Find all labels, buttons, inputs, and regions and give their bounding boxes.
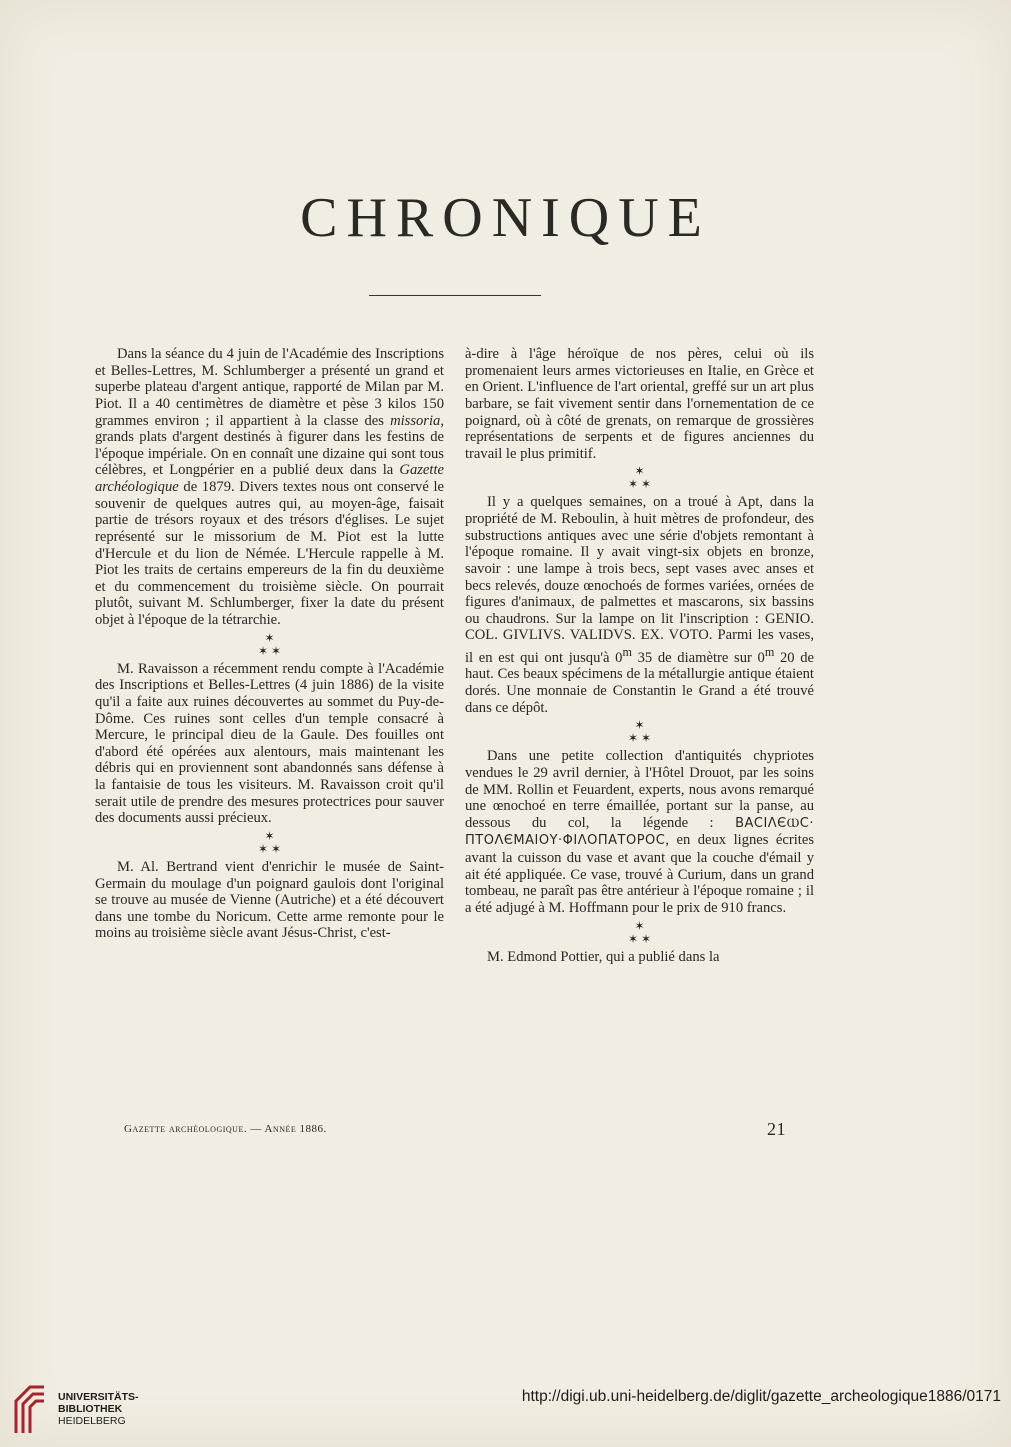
paragraph-bertrand: M. Al. Bertrand vient d'enrichir le musée de Saint-Germain du moulage d'un poignard gaulois dont l'original se trouve au musée de Vienne (Autriche) et a été découvert dans une tombe du Noricum. Cette arme remonte pour le moins au troisième siècle avant Jésus-Christ, c'est- <box>95 858 444 942</box>
page-number: 21 <box>767 1119 786 1139</box>
greek-inscription: ΒΑϹΙΛЄⲰϹ· ΠΤΟΛЄΜΑΙΟΥ·ΦΙΛΟΠΑΤΟΡΟϹ <box>465 815 814 849</box>
page-title: CHRONIQUE <box>300 187 711 249</box>
section-separator: ✶ ✶ ✶ <box>627 464 652 492</box>
gazette-reference: Gazette archéologique <box>95 462 444 495</box>
right-column <box>465 346 814 965</box>
paragraph-pottier: M. Edmond Pottier, qui a publié dans la <box>487 948 720 965</box>
section-separator: ✶ ✶ ✶ <box>257 828 282 856</box>
journal-running-title: Gazette archéologique. — Année 1886. <box>124 1123 327 1135</box>
missoria-term: missoria <box>390 412 441 429</box>
library-name: UNIVERSITÄTS- BIBLIOTHEK HEIDELBERG <box>58 1391 139 1427</box>
section-separator: ✶ ✶ ✶ <box>627 918 652 946</box>
paragraph-cyprus: Dans une petite collection d'antiquités chypriotes vendues le 29 avril dernier, à l'Hôtel Drouot, par les soins de MM. Rollin et Feuardent, experts, nous avons remarqué une œnochoé en terre émaillée, portant sur la panse, au dessous du col, la légende : ΒΑϹΙΛЄⲰϹ· ΠΤΟΛЄΜΑΙΟΥ·ΦΙΛΟΠΑΤΟΡΟϹ, en deux lignes écrites avant la cuisson du vase et avant que la couche d'émail y ait été appliquée. Ce vase, trouvé à Curium, dans un grand tombeau, ne paraît pas être antérieur à l'époque romaine ; il a été adjugé à M. Hoffmann pour le prix de 910 francs. <box>465 748 814 916</box>
source-url-link[interactable]: http://digi.ub.uni-heidelberg.de/diglit/gazette_archeologique1886/0171 <box>521 1388 1001 1405</box>
paragraph-bertrand-continued: à-dire à l'âge héroïque de nos pères, celui où ils promenaient leurs armes victorieuses en Italie, en Grèce et en Orient. L'influence de l'art oriental, greffé sur un art plus barbare, se fait vivement sentir dans l'ornementation de ce poignard, où à côté de grenats, on remarque de grossières représentations de serpents et de figures anciennes du travail le plus primitif. <box>465 346 814 462</box>
library-logo-icon <box>12 1383 48 1435</box>
paragraph-apt: Il y a quelques semaines, on a troué à Apt, dans la propriété de M. Reboulin, à huit mètres de profondeur, des substructions antiques avec une série d'objets remontant à l'époque romaine. Il y avait vingt-six objets en bronze, savoir : une lampe à trois becs, sept vases avec anses et becs relevés, douze œnochoés de formes variées, ornées de figures d'animaux, de palmettes et mascarons, six bassins ou chaudrons. Sur la lampe on lit l'inscription : GENIO. COL. GIVLIVS. VALIDVS. EX. VOTO. Parmi les vases, il en est qui ont jusqu'à 0$^m$ 35 de diamètre sur 0$^m$ 20 de haut. Ces beaux spécimens de la métallurgie antique étaient dorés. Une monnaie de Constantin le Grand a été trouvé dans ce dépôt. <box>465 494 815 716</box>
section-separator: ✶ ✶ ✶ <box>627 718 652 746</box>
left-column <box>95 346 444 942</box>
title-divider <box>369 295 541 296</box>
section-separator: ✶ ✶ ✶ <box>257 630 282 658</box>
paragraph-ravaisson: M. Ravaisson a récemment rendu compte à l'Académie des Inscriptions et Belles-Lettres (4 juin 1886) de la visite qu'il a faite aux ruines découvertes au sommet du Puy-de-Dôme. Ces ruines sont celles d'un temple consacré à Mercure, le principal dieu de la Gaule. Des fouilles ont d'abord été opérées aux alentours, mais maintenant les débris qui en proviennent sont abandonnés sans défense à la fantaisie de tous les visiteurs. M. Ravaisson croit qu'il serait utile de prendre des mesures protectrices pour sauver des documents aussi précieux. <box>95 660 444 827</box>
paragraph-schlumberger: Dans la séance du 4 juin de l'Académie des Inscriptions et Belles-Lettres, M. Schlumberger a présenté un grand et superbe plateau d'argent antique, rapporté de Milan par M. Piot. Il a 40 centimètres de diamètre et pèse 3 kilos 150 grammes environ ; il appartient à la classe des missoria, grands plats d'argent destinés à figurer dans les festins de l'époque impériale. On en connaît une dizaine qui sont tous célèbres, et Longpérier en a publié deux dans la Gazette archéologique de 1879. Divers textes nous ont conservé le souvenir de quelques autres qui, au moyen-âge, faisait partie de trésors royaux et des trésors d'églises. Le sujet représenté sur le missorium de M. Piot est la lutte d'Hercule et du lion de Némée. L'Hercule rappelle à M. Piot les traits de certains empereurs de la fin du deuxième et du commencement du troisième siècle. On pourrait plutôt, suivant M. Schlumberger, fixer la date du présent objet à l'époque de la tétrarchie. <box>95 346 444 628</box>
